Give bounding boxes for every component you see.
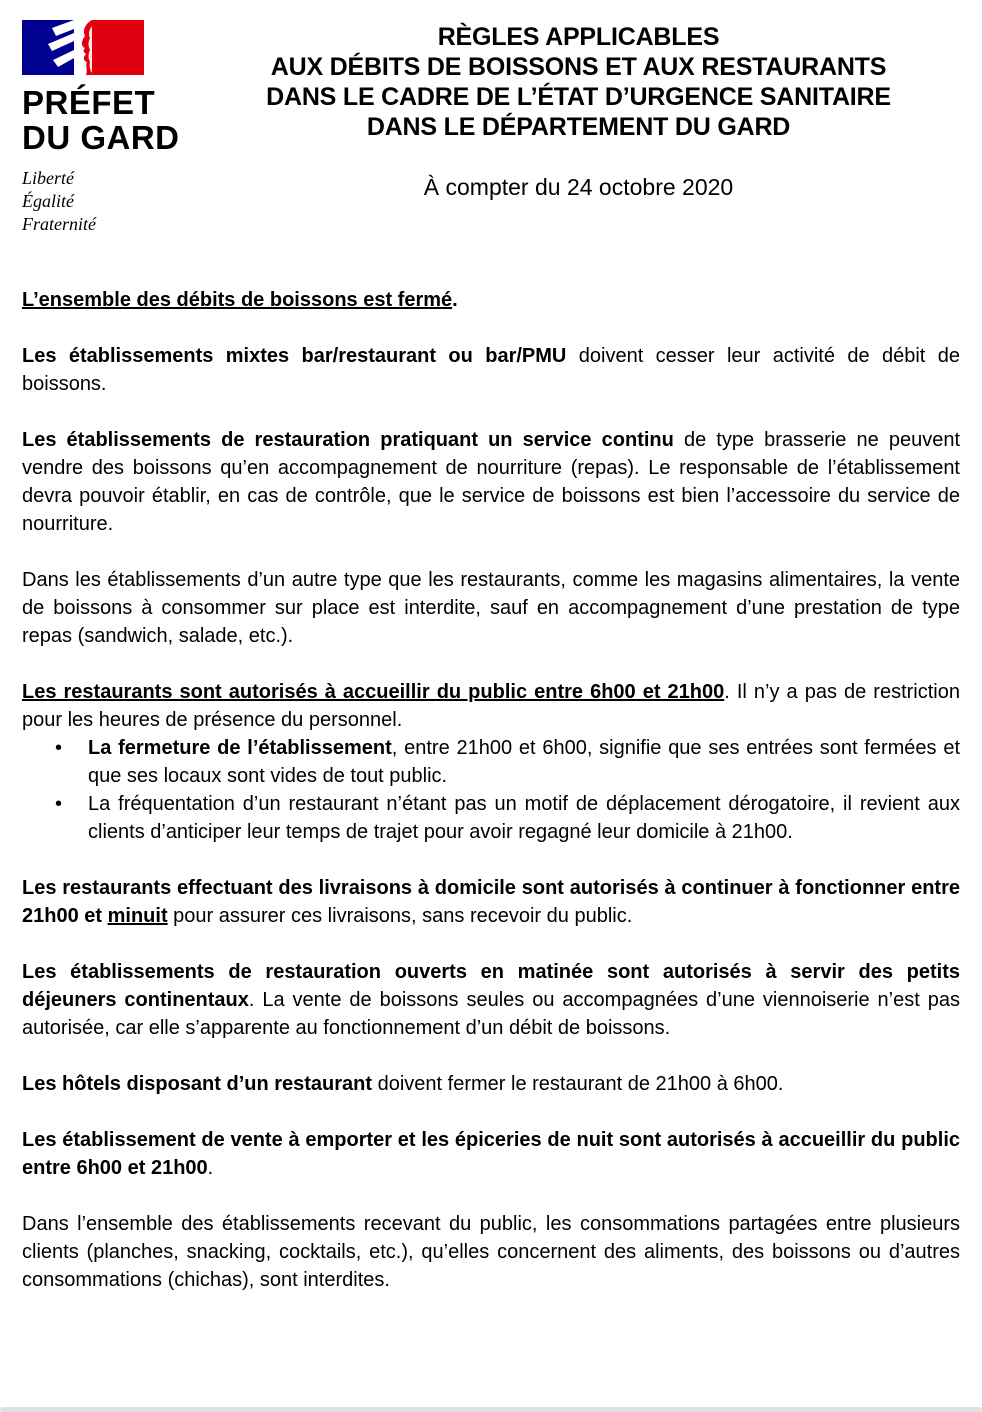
text-segment: . bbox=[207, 1157, 214, 1179]
text-segment: doivent fermer le restaurant de 21h00 à 6h00. bbox=[372, 1073, 784, 1095]
text-segment: de type brasserie ne peuvent vendre des boissons qu’en accompagnement de nourriture (repas). Le responsable de l’établissement devra pouvoir établir, en cas de contrôle, que le service de boissons est bien l’accessoire du service de nourriture. bbox=[22, 429, 960, 535]
text-segment: Les établissements de restauration pratiquant un service continu bbox=[22, 429, 674, 451]
text-segment: Dans l’ensemble des établissements recevant du public, les consommations partagées entre plusieurs clients (planches, snacking, cocktails, etc.), qu’elles concernent des aliments, des boissons ou d’autres consommations (chichas), sont interdites. bbox=[22, 1213, 960, 1291]
title-line-1: RÈGLES APPLICABLES bbox=[437, 23, 720, 51]
effective-date-subtitle: À compter du 24 octobre 2020 bbox=[423, 174, 734, 200]
bullet-item bbox=[22, 734, 960, 790]
text-segment: . La vente de boissons seules ou accompagnées d’une viennoiserie n’est pas autorisée, car elle s’apparente au fonctionnement d’un débit de boissons. bbox=[22, 989, 960, 1039]
paragraph bbox=[22, 1126, 960, 1182]
bullet-text bbox=[88, 790, 960, 846]
text-segment: minuit bbox=[107, 905, 168, 927]
text-segment: Les restaurants sont autorisés à accueillir du public entre 6h00 et 21h00 bbox=[22, 681, 725, 703]
paragraph bbox=[22, 874, 960, 930]
bullet-item bbox=[22, 790, 960, 846]
title-line-4: DANS LE DÉPARTEMENT DU GARD bbox=[366, 113, 791, 141]
title-line-2: AUX DÉBITS DE BOISSONS ET AUX RESTAURANTS bbox=[270, 53, 887, 81]
bullet-marker-icon: • bbox=[55, 793, 63, 815]
paragraph bbox=[22, 678, 960, 734]
paragraph bbox=[22, 426, 960, 538]
title-line-3: DANS LE CADRE DE L’ÉTAT D’URGENCE SANITAIRE bbox=[266, 83, 891, 111]
french-flag-marianne-icon bbox=[22, 20, 144, 75]
paragraph bbox=[22, 1070, 960, 1098]
document-title bbox=[245, 22, 912, 142]
text-segment: Les établissement de vente à emporter et les épiceries de nuit sont autorisés à accueillir du public entre 6h00 et 21h00 bbox=[22, 1129, 960, 1179]
bullet-marker-icon: • bbox=[55, 737, 63, 759]
motto-line-egalite: Égalité bbox=[22, 191, 74, 211]
text-segment: Dans les établissements d’un autre type que les restaurants, comme les magasins alimentaires, la vente de boissons à consommer sur place est interdite, sauf en accompagnement d’une prestation de type repas (sandwich, salade, etc.). bbox=[22, 569, 960, 647]
motto bbox=[22, 167, 245, 236]
text-segment: , entre 21h00 et 6h00, signifie que ses entrées sont fermées et que ses locaux sont vides de tout public. bbox=[88, 737, 961, 787]
motto-line-fraternite: Fraternité bbox=[22, 214, 96, 234]
text-segment: La fermeture de l’établissement bbox=[88, 737, 392, 759]
brand-line-1: PRÉFET bbox=[22, 84, 156, 121]
paragraph bbox=[22, 1210, 960, 1294]
brand-line-2: DU GARD bbox=[22, 119, 180, 156]
header bbox=[0, 0, 982, 236]
paragraph bbox=[22, 342, 960, 398]
brand-name bbox=[22, 85, 245, 155]
paragraph bbox=[22, 566, 960, 650]
bullet-text bbox=[88, 734, 960, 790]
page-bottom-edge bbox=[0, 1407, 982, 1412]
text-segment: doivent cesser leur activité de débit de boissons. bbox=[22, 345, 960, 395]
paragraph bbox=[22, 958, 960, 1042]
text-segment: pour assurer ces livraisons, sans recevoir du public. bbox=[167, 905, 633, 927]
paragraph bbox=[22, 286, 960, 314]
text-segment: Les établissements de restauration ouverts en matinée sont autorisés à servir des petits déjeuners continentaux bbox=[22, 961, 960, 1011]
text-segment: Les hôtels disposant d’un restaurant bbox=[22, 1073, 373, 1095]
text-segment: La fréquentation d’un restaurant n’étant pas un motif de déplacement dérogatoire, il revient aux clients d’anticiper leur temps de trajet pour avoir regagné leur domicile à 21h00. bbox=[88, 793, 960, 843]
text-segment: . Il n’y a pas de restriction pour les heures de présence du personnel. bbox=[22, 681, 960, 731]
motto-line-liberte: Liberté bbox=[22, 168, 74, 188]
title-block bbox=[245, 20, 912, 236]
text-segment: . bbox=[452, 289, 458, 311]
text-segment: Les restaurants effectuant des livraisons à domicile sont autorisés à continuer à fonctionner entre 21h00 et bbox=[22, 877, 960, 927]
document-body bbox=[0, 236, 982, 1294]
text-segment: L’ensemble des débits de boissons est fermé bbox=[22, 289, 453, 311]
text-segment: Les établissements mixtes bar/restaurant ou bar/PMU bbox=[22, 345, 567, 367]
government-logo-block bbox=[22, 20, 245, 236]
